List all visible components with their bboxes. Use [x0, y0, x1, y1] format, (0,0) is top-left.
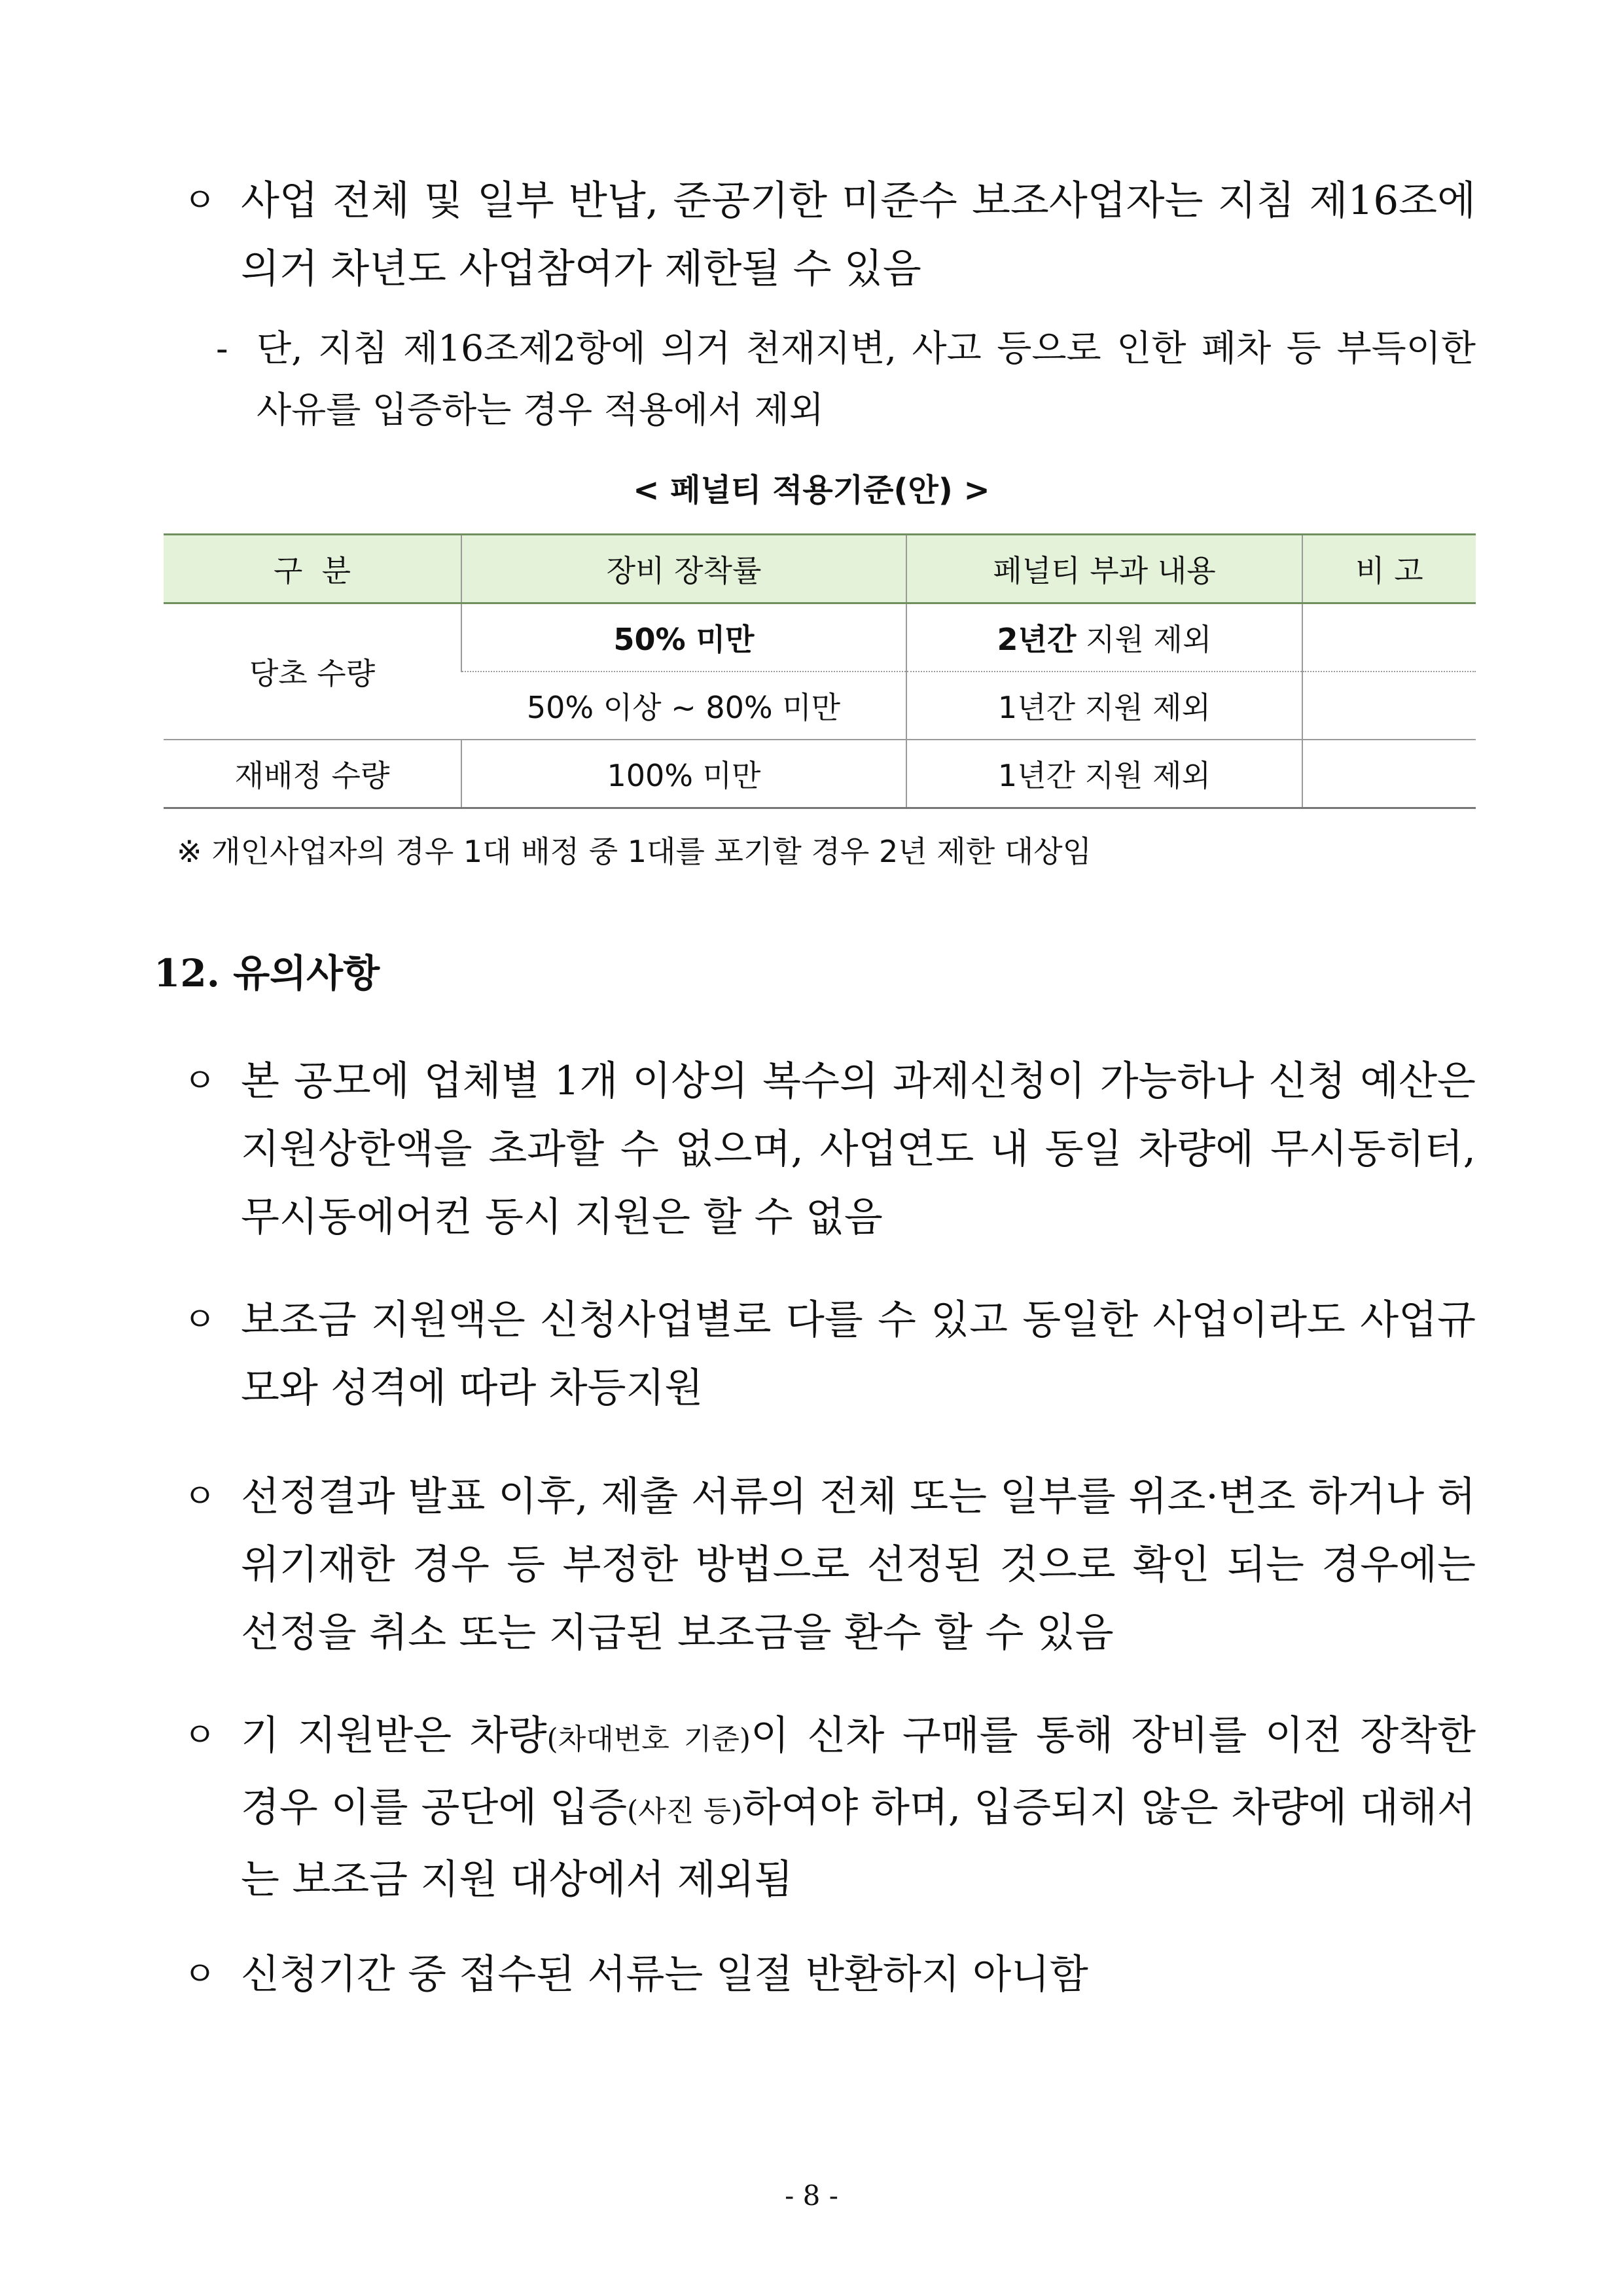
section-title: 12. 유의사항 — [154, 951, 380, 996]
paragraph-text: 단, 지침 제16조제2항에 의거 천재지변, 사고 등으로 인한 폐차 등 부득이한 사유를 입증하는 경우 적용에서 제외 — [257, 327, 1476, 431]
table-title: < 페널티 적용기준(안) > — [633, 472, 990, 509]
table-cell-rate: 100% 미만 — [461, 740, 906, 808]
table-row — [164, 603, 1476, 672]
bullet-marker: ㅇ — [183, 1955, 217, 1994]
text-run: 하여야 하며, 입증되지 않은 차량에 대해서는 보조금 지원 대상에서 제외됨 — [241, 1784, 1476, 1903]
table-header-cell: 비 고 — [1302, 535, 1476, 603]
table-cell-category: 재배정 수량 — [164, 740, 461, 808]
paragraph-text — [241, 1702, 1476, 1914]
paragraph-bullet — [183, 1047, 1476, 1251]
table-row — [164, 740, 1476, 808]
text-run-small: (차대번호 기준) — [546, 1723, 751, 1756]
table-cell-penalty — [906, 603, 1302, 672]
paragraph-dash — [216, 317, 1476, 440]
paragraph-bullet — [183, 1941, 1476, 2009]
table-cell-penalty: 1년간 지원 제외 — [906, 672, 1302, 740]
bullet-marker: ㅇ — [183, 1300, 217, 1340]
paragraph-bullet — [183, 1463, 1476, 1667]
dash-marker: - — [216, 327, 228, 369]
table-header-cell: 구 분 — [164, 535, 461, 603]
table-cell-penalty: 1년간 지원 제외 — [906, 740, 1302, 808]
paragraph-bullet — [183, 1286, 1476, 1422]
penalty-bold-text: 2년간 — [997, 622, 1077, 657]
paragraph-text: 신청기간 중 접수된 서류는 일절 반환하지 아니함 — [241, 1951, 1088, 1998]
paragraph-text: 보조금 지원액은 신청사업별로 다를 수 있고 동일한 사업이라도 사업규모와 성격에 따라 차등지원 — [241, 1297, 1476, 1411]
text-run: 이 신차 구매를 통해 장비를 이전 장착한 경우 이를 공단에 입증 — [241, 1712, 1476, 1831]
paragraph-text: 사업 전체 및 일부 반납, 준공기한 미준수 보조사업자는 지침 제16조에 의거 차년도 사업참여가 제한될 수 있음 — [241, 177, 1476, 292]
table-cell-rate: 50% 미만 — [461, 603, 906, 672]
penalty-rest-text: 지원 제외 — [1076, 622, 1212, 657]
table-header-cell: 장비 장착률 — [461, 535, 906, 603]
table-cell-note — [1302, 603, 1476, 672]
bullet-marker: ㅇ — [183, 1477, 217, 1516]
table-cell-note — [1302, 740, 1476, 808]
table-cell-note — [1302, 672, 1476, 740]
table-cell-category: 당초 수량 — [164, 603, 461, 740]
page-number: - 8 - — [785, 2179, 838, 2212]
bullet-marker: ㅇ — [183, 181, 217, 221]
table-header-row — [164, 535, 1476, 603]
paragraph-bullet — [183, 167, 1476, 303]
table-cell-rate: 50% 이상 ~ 80% 미만 — [461, 672, 906, 740]
paragraph-bullet — [183, 1702, 1476, 1914]
penalty-table — [164, 533, 1476, 809]
text-run: 기 지원받은 차량 — [241, 1712, 547, 1759]
paragraph-text: 본 공모에 업체별 1개 이상의 복수의 과제신청이 가능하나 신청 예산은 지원상한액을 초과할 수 없으며, 사업연도 내 동일 차량에 무시동히터, 무시동에어컨 동시 지원은 할 수 없음 — [241, 1058, 1476, 1240]
bullet-marker: ㅇ — [183, 1716, 217, 1755]
text-run-small: (사진 등) — [627, 1795, 743, 1828]
bullet-marker: ㅇ — [183, 1062, 217, 1101]
table-header-cell: 페널티 부과 내용 — [906, 535, 1302, 603]
table-footnote: ※ 개인사업자의 경우 1대 배정 중 1대를 포기할 경우 2년 제한 대상임 — [177, 834, 1092, 869]
paragraph-text: 선정결과 발표 이후, 제출 서류의 전체 또는 일부를 위조·변조 하거나 허위기재한 경우 등 부정한 방법으로 선정된 것으로 확인 되는 경우에는 선정을 취소 또는 지급된 보조금을 환수 할 수 있음 — [241, 1473, 1476, 1656]
